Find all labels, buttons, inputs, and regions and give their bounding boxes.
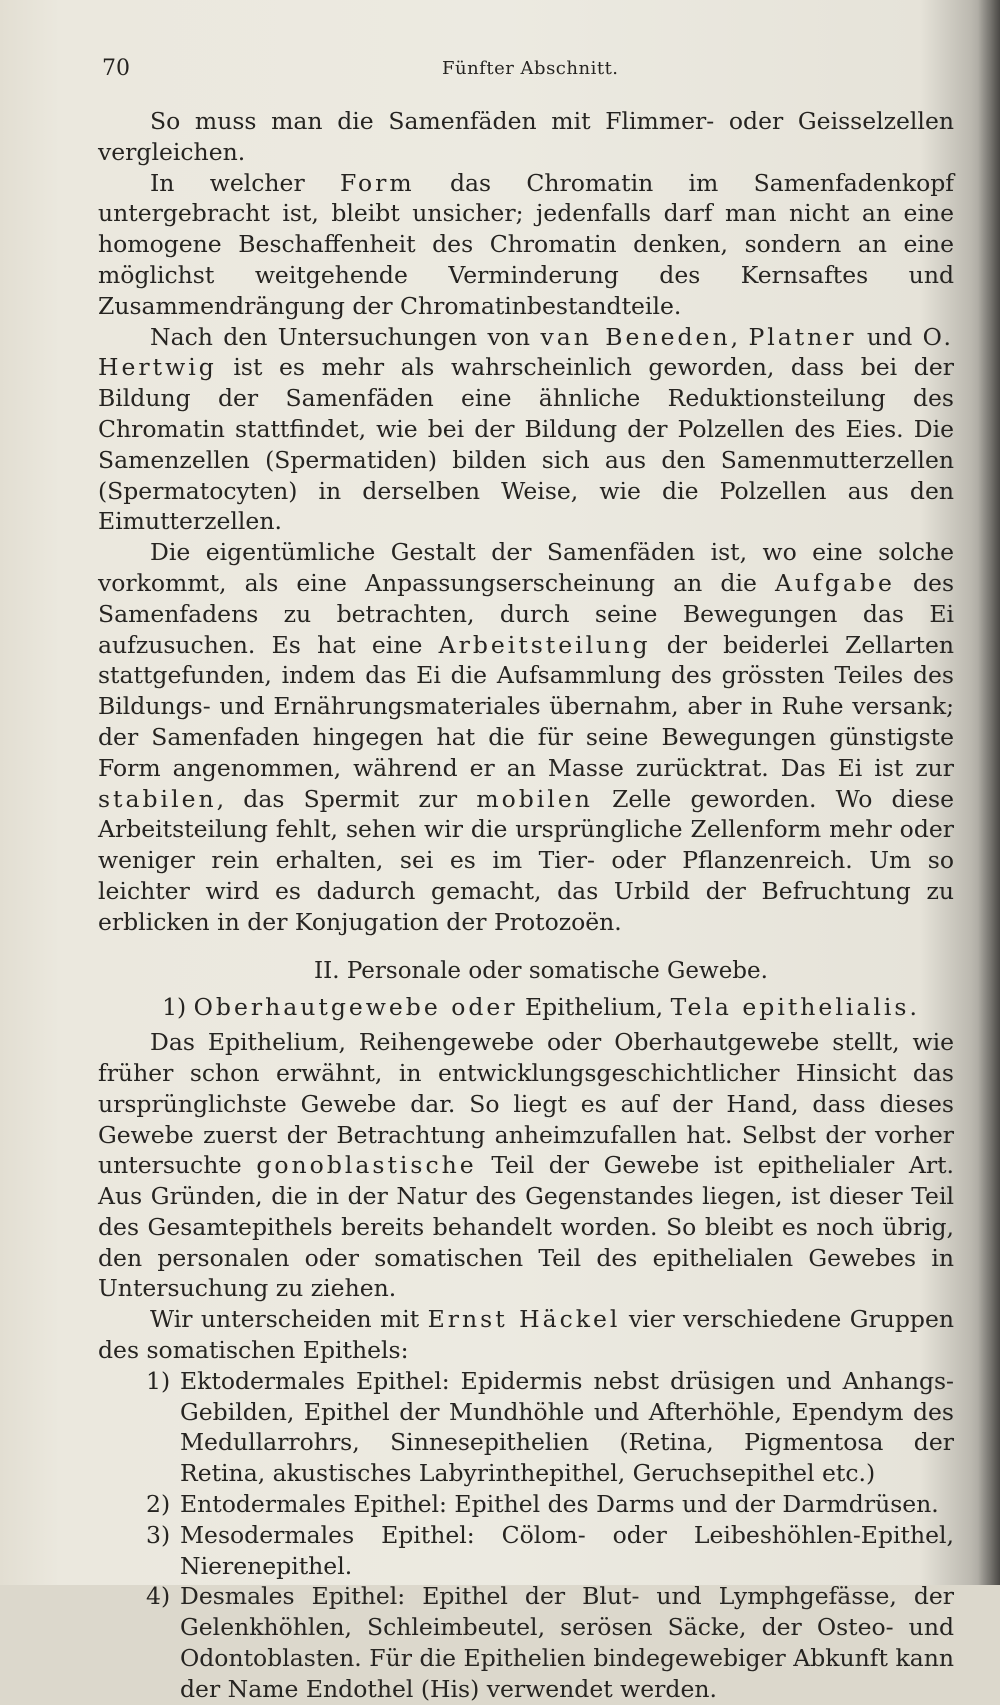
list-item-text: Entodermales Epithel: Epithel des Darms und der Darmdrüsen.: [180, 1490, 939, 1519]
section-heading: II. Personale oder somatische Gewebe.: [314, 957, 768, 984]
list-item-number: 3): [146, 1520, 171, 1549]
paragraph-3: [98, 322, 954, 538]
paragraph-2: [98, 168, 954, 322]
page-header: [102, 56, 922, 86]
emphasis-arbeitsteilung: Arbeitsteilung: [438, 630, 651, 659]
author-haeckel: Ernst Häckel: [427, 1305, 621, 1334]
paragraph-3-text-b: ,: [730, 322, 749, 351]
emphasis-gonoblastische: gonoblastische: [256, 1151, 477, 1180]
paragraph-4-text-b: des Samenfadens zu betrachten, durch seine Bewegungen das Ei aufzusuchen. Es hat eine: [98, 568, 955, 659]
paragraph-2-text-a: In welcher: [150, 168, 340, 197]
paragraph-6: [98, 1304, 954, 1366]
paragraph-3-text-d: ist es mehr als wahrscheinlich geworden, dass bei der Bildung der Samenfäden eine ähnliche Reduktionsteilung des Chromatin stattfindet, wie bei der Bildung der Polzellen des Eies. Die Samenzellen (Spermatiden) bilden sich aus den Samenmutterzellen (Spermatocyten) in derselben Weise, wie die Polzellen aus den Eimutterzellen.: [98, 353, 954, 536]
paragraph-6-text-a: Wir unterscheiden mit: [150, 1305, 428, 1334]
list-item-number: 4): [146, 1582, 171, 1611]
list-item-number: 2): [146, 1490, 171, 1519]
subsection-heading: [98, 992, 954, 1023]
running-head: Fünfter Abschnitt.: [442, 58, 619, 79]
emphasis-stabilen: stabilen: [98, 784, 217, 813]
subsection-title-spaced: Oberhautgewebe oder: [193, 993, 518, 1022]
paragraph-2-text-b: das Chromatin im Samenfadenkopf untergebracht ist, bleibt unsicher; jedenfalls darf man nicht an eine homogene Beschaffenheit des Chromatin denken, sondern an eine möglichst weitgehende Verminderung des Kernsaftes und Zusammendrängung der Chromatinbestandteile.: [98, 168, 954, 320]
subsection-title-mid: Epithelium,: [517, 993, 671, 1022]
emphasis-form: Form: [339, 168, 415, 197]
subsection-title-tela: Tela epithelialis.: [670, 993, 920, 1022]
paragraph-4: [98, 537, 954, 937]
list-item-text: Mesodermales Epithel: Cölom- oder Leibeshöhlen-Epithel, Nierenepithel.: [180, 1520, 954, 1580]
paragraph-3-text-c: und: [856, 322, 923, 351]
list-item-text: Ektodermales Epithel: Epidermis nebst drüsigen und Anhangs-Gebilden, Epithel der Mundhöhle und Afterhöhle, Ependym des Medullarrohrs, Sinnesepithelien (Retina, Pigmentosa der Retina, akustisches Labyrinthepithel, Geruchsepithel etc.): [180, 1366, 954, 1488]
page-number: 70: [102, 56, 130, 81]
list-item: [98, 1581, 954, 1704]
list-item: [98, 1366, 954, 1489]
paragraph-1: So muss man die Samenfäden mit Flimmer- oder Geisselzellen vergleichen.: [98, 107, 954, 166]
paragraph-4-text-d: , das Spermit zur: [216, 784, 477, 813]
paragraph-3-text-a: Nach den Untersuchungen von: [150, 322, 541, 351]
paragraph-4-text-c: der beiderlei Zellarten stattgefunden, indem das Ei die Aufsammlung des grössten Teiles des Bildungs- und Ernährungsmateriales übernahm, aber in Ruhe versank; der Samenfaden hingegen hat die für seine Bewegungen günstigste Form angenommen, während er an Masse zurücktrat. Das Ei ist zur: [98, 630, 955, 782]
list-item: [98, 1520, 954, 1582]
subsection-number: 1): [162, 993, 194, 1022]
page-edge-shadow: [978, 0, 1000, 1585]
paragraph-4-text-a: Die eigentümliche Gestalt der Samenfäden ist, wo eine solche vorkommt, als eine Anpassungserscheinung an die: [98, 538, 954, 597]
list-item: [98, 1489, 954, 1520]
author-hertwig: O. Hertwig: [98, 322, 954, 382]
author-van-beneden: van Beneden: [540, 322, 731, 351]
paragraph-6-text-b: vier verschiedene Gruppen des somatischen Epithels:: [98, 1305, 955, 1365]
emphasis-mobilen: mobilen: [476, 784, 593, 813]
author-platner: Platner: [748, 322, 857, 351]
paragraph-5-text-a: Das Epithelium, Reihengewebe oder Oberhautgewebe stellt, wie früher schon erwähnt, in entwicklungsgeschichtlicher Hinsicht das ursprünglichste Gewebe dar. So liegt es auf der Hand, dass dieses Gewebe zuerst der Betrachtung anheimzufallen hat. Selbst der vorher untersuchte: [98, 1028, 954, 1180]
list-item-text: Desmales Epithel: Epithel der Blut- und Lymphgefässe, der Gelenkhöhlen, Schleimbeutel, serösen Säcke, der Osteo- und Odontoblasten. Für die Epithelien bindegewebiger Abkunft kann der Name Endothel (His) verwendet werden.: [180, 1582, 954, 1703]
paragraph-5: [98, 1027, 954, 1304]
emphasis-aufgabe: Aufgabe: [775, 568, 895, 597]
body-text: [98, 106, 954, 1705]
list-item-number: 1): [146, 1366, 171, 1395]
paragraph-4-text-e: Zelle geworden. Wo diese Arbeitsteilung fehlt, sehen wir die ursprüngliche Zellenform mehr oder weniger rein erhalten, sei es im Tier- oder Pflanzenreich. Um so leichter wird es dadurch gemacht, das Urbild der Befruchtung zu erblicken in der Konjugation der Protozoën.: [98, 784, 954, 936]
paragraph-5-text-b: Teil der Gewebe ist epithelialer Art. Aus Gründen, die in der Natur des Gegenstandes liegen, ist dieser Teil des Gesamtepithels bereits behandelt worden. So bleibt es noch übrig, den personalen oder somatischen Teil des epithelialen Gewebes in Untersuchung zu ziehen.: [98, 1151, 955, 1303]
